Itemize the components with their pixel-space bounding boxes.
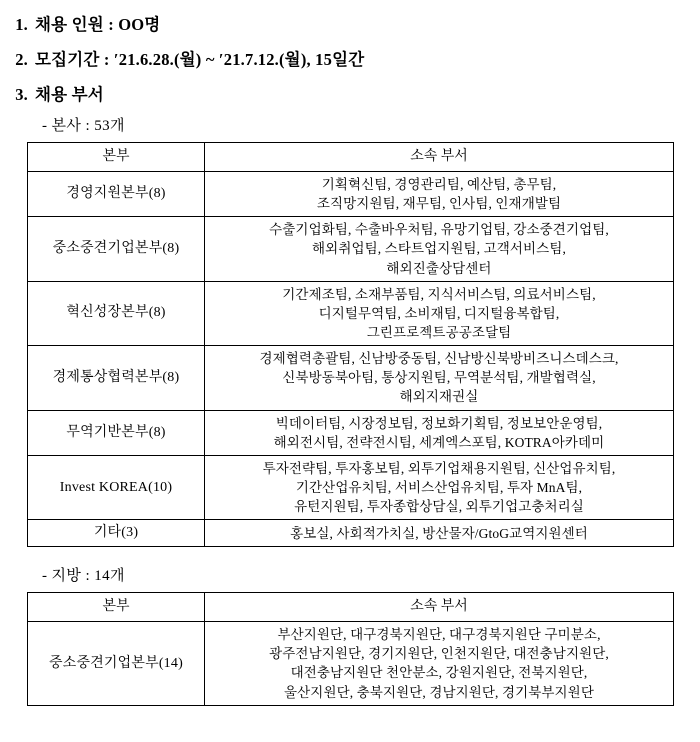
department-list — [205, 171, 674, 216]
department-line: 부산지원단, 대구경북지원단, 대구경북지원단 구미분소, — [277, 627, 601, 643]
department-line: 해외전시팀, 전략전시팀, 세계엑스포팀, KOTRA아카데미 — [273, 434, 605, 450]
list-item-3 — [8, 81, 700, 105]
department-line: 디지털무역팀, 소비재팀, 디지털융복합팀, — [318, 305, 560, 321]
department-line: 투자전략팀, 투자홍보팀, 외투기업채용지원팀, 신산업유치팀, — [262, 460, 616, 476]
division-name: Invest KOREA(10) — [28, 455, 205, 519]
list-item-2-number: 2. — [15, 50, 28, 69]
table-header-row — [28, 143, 674, 172]
top-spacer — [0, 0, 700, 11]
department-list — [205, 520, 674, 547]
list-item-2-text: 모집기간 : ′21.6.28.(월) ~ ′21.7.12.(월), 15일간 — [35, 50, 365, 69]
spacer-after-item-3 — [0, 105, 700, 114]
spacer-after-item-2 — [0, 70, 700, 81]
list-item-1-number: 1. — [15, 15, 28, 34]
department-list — [205, 455, 674, 519]
department-line: 홍보실, 사회적가치실, 방산물자/GtoG교역지원센터 — [290, 525, 588, 541]
division-name: 기타(3) — [28, 520, 205, 547]
list-item-1-text: 채용 인원 : OO명 — [35, 15, 161, 34]
subheading-headquarters: - 본사 : 53개 — [42, 118, 125, 134]
department-list — [205, 410, 674, 455]
department-line: 광주전남지원단, 경기지원단, 인천지원단, 대전충남지원단, — [269, 646, 609, 662]
subheading-regional: - 지방 : 14개 — [42, 568, 125, 585]
list-item-3-number: 3. — [15, 85, 28, 104]
table-row — [28, 622, 674, 706]
department-line: 기간산업유치팀, 서비스산업유치팀, 투자 MnA팀, — [295, 480, 583, 496]
department-line: 대전충남지원단 천안분소, 강원지원단, 전북지원단, — [290, 665, 588, 681]
department-line: 울산지원단, 충북지원단, 경남지원단, 경기북부지원단 — [284, 684, 594, 700]
department-line: 해외진출상담센터 — [386, 260, 492, 276]
table-row — [28, 520, 674, 547]
division-name: 경제통상협력본부(8) — [28, 346, 205, 410]
department-list — [205, 622, 674, 706]
department-list — [205, 346, 674, 410]
table-row — [28, 217, 674, 281]
department-line: 경제협력총괄팀, 신남방중동팀, 신남방신북방비즈니스데스크, — [259, 351, 619, 367]
table-row — [28, 455, 674, 519]
division-name: 무역기반본부(8) — [28, 410, 205, 455]
list-item-1 — [8, 11, 700, 35]
spacer-after-item-1 — [0, 35, 700, 46]
department-list — [205, 281, 674, 345]
list-item-2 — [8, 46, 700, 70]
regional-table-wrap — [0, 592, 700, 706]
table-header-row — [28, 593, 674, 622]
column-header-division: 본부 — [28, 593, 205, 622]
list-item-3-text: 채용 부서 — [35, 85, 104, 104]
division-name: 중소중견기업본부(8) — [28, 217, 205, 281]
table-row — [28, 171, 674, 216]
department-line: 기획혁신팀, 경영관리팀, 예산팀, 총무팀, — [321, 176, 557, 192]
division-name: 중소중견기업본부(14) — [28, 622, 205, 706]
headquarters-table-wrap — [0, 142, 700, 547]
division-name: 경영지원본부(8) — [28, 171, 205, 216]
column-header-division: 본부 — [28, 143, 205, 172]
department-line: 조직망지원팀, 재무팀, 인사팀, 인재개발팀 — [316, 196, 562, 212]
column-header-departments: 소속 부서 — [205, 143, 674, 172]
department-line: 신북방동북아팀, 통상지원팀, 무역분석팀, 개발협력실, — [282, 370, 596, 386]
table-row — [28, 410, 674, 455]
department-line: 유턴지원팀, 투자종합상담실, 외투기업고충처리실 — [294, 499, 584, 515]
spacer-between-tables — [0, 547, 700, 564]
division-name: 혁신성장본부(8) — [28, 281, 205, 345]
department-line: 해외지재권실 — [399, 389, 479, 405]
table-row — [28, 346, 674, 410]
column-header-departments: 소속 부서 — [205, 593, 674, 622]
headquarters-table — [27, 142, 674, 547]
department-line: 수출기업화팀, 수출바우처팀, 유망기업팀, 강소중견기업팀, — [269, 222, 609, 238]
department-list — [205, 217, 674, 281]
department-line: 기간제조팀, 소재부품팀, 지식서비스팀, 의료서비스팀, — [282, 286, 596, 302]
regional-table — [27, 592, 674, 706]
department-line: 빅데이터팀, 시장정보팀, 정보화기획팀, 정보보안운영팀, — [275, 415, 603, 431]
department-line: 그린프로젝트공공조달팀 — [366, 324, 512, 340]
department-line: 해외취업팀, 스타트업지원팀, 고객서비스팀, — [312, 241, 566, 257]
table-row — [28, 281, 674, 345]
